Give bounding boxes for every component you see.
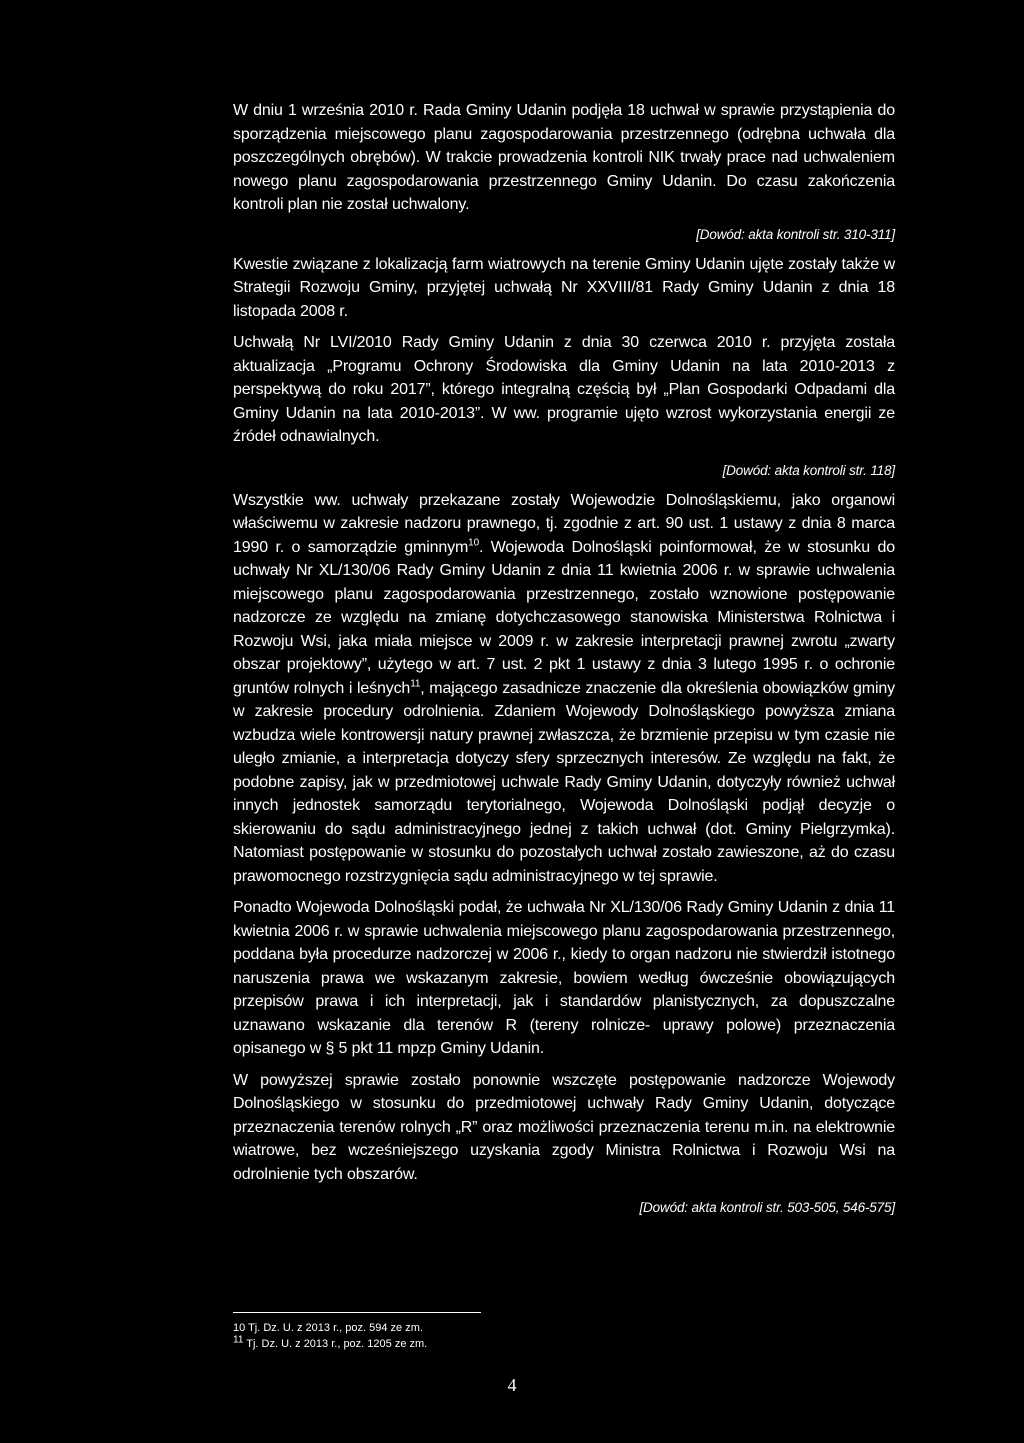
paragraph-supervisory-procedure-2006: Ponadto Wojewoda Dolnośląski podał, że uchwała Nr XL/130/06 Rady Gminy Udanin z dnia 11 kwietnia 2006 r. w sprawie uchwalenia miejscowego planu zagospodarowania przestrzennego, poddana była procedurze nadzorczej w 2006 r., kiedy to organ nadzoru nie stwierdził istotnego naruszenia prawa we wskazanym zakresie, bowiem według ówcześnie obowiązujących przepisów prawa i ich interpretacji, jak i standardów planistycznych, za dopuszczalne uznawano wskazanie dla terenów R (tereny rolnicze- uprawy polowe) przeznaczenia opisanego w § 5 pkt 11 mpzp Gminy Udanin.: [233, 899, 895, 1057]
evidence-reference-1: [Dowód: akta kontroli str. 310-311]: [696, 226, 895, 242]
footnote-11-text: Tj. Dz. U. z 2013 r., poz. 1205 ze zm.: [243, 1338, 428, 1350]
evidence-reference-3: [Dowód: akta kontroli str. 503-505, 546-575]: [639, 1200, 895, 1215]
footnote-11-mark: 11: [233, 1334, 244, 1346]
paragraph-environment-program: Uchwałą Nr LVI/2010 Rady Gminy Udanin z dnia 30 czerwca 2010 r. przyjęta została aktualizacja „Programu Ochrony Środowiska dla Gminy Udanin na lata 2010-2013 z perspektywą do roku 2017”, którego integralną częścią był „Plan Gospodarki Odpadami dla Gminy Udanin na lata 2010-2013”. W ww. programie ujęto wzrost wykorzystania energii ze źródeł odnawialnych.: [233, 334, 895, 445]
paragraph-wind-farms-strategy: Kwestie związane z lokalizacją farm wiatrowych na terenie Gminy Udanin ujęte zostały także w Strategii Rozwoju Gminy, przyjętej uchwałą Nr XXVIII/81 Rady Gminy Udanin z dnia 18 listopada 2008 r.: [233, 255, 895, 320]
footnote-11: [233, 1336, 427, 1352]
paragraph-voivode-part-1: Wszystkie ww. uchwały przekazane zostały Wojewodzie Dolnośląskiemu, jako organowi właściwemu w zakresie nadzoru prawnego, tj. zgodnie z art. 90 ust. 1 ustawy z dnia 8 marca 1990 r. o samorządzie gminnym: [233, 491, 895, 556]
footnotes: [233, 1320, 427, 1352]
footnote-ref-11[interactable]: 11: [410, 678, 421, 690]
footnote-separator: [233, 1312, 481, 1313]
evidence-reference-2: [Dowód: akta kontroli str. 118]: [722, 462, 895, 478]
page-number: 4: [507, 1375, 517, 1395]
paragraph-renewed-proceedings: W powyższej sprawie zostało ponownie wszczęte postępowanie nadzorcze Wojewody Dolnośląskiego w stosunku do przedmiotowej uchwały Rady Gminy Udanin, dotyczące przeznaczenia terenów rolnych „R” oraz możliwości przeznaczenia terenu m.in. na elektrownie wiatrowe, bez wcześniejszego uzyskania zgody Ministra Rolnictwa i Rozwoju Wsi na odrolnienie tych obszarów.: [233, 1071, 895, 1183]
paragraph-voivode-part-3: , mającego zasadnicze znaczenie dla określenia obowiązków gminy w zakresie procedury odrolnienia. Zdaniem Wojewody Dolnośląskiego powyższa zmiana wzbudza wiele kontrowersji natury prawnej zwłaszcza, że brzmienie przepisu w tym czasie nie uległo zmianie, a interpretacja dotyczy sfery sprzecznych interesów. Ze względu na fakt, że podobne zapisy, jak w przedmiotowej uchwale Rady Gminy Udanin, dotyczyły również uchwał innych jednostek samorządu terytorialnego, Wojewoda Dolnośląski podjął decyzje o skierowaniu do sądu administracyjnego jednej z takich uchwał (dot. Gminy Pielgrzymka). Natomiast postępowanie w stosunku do pozostałych uchwał zostało zawieszone, aż do czasu prawomocnego rozstrzygnięcia sądu administracyjnego w tej sprawie.: [233, 679, 895, 885]
document-body: [233, 99, 895, 1218]
paragraph-resolutions-2010: W dniu 1 września 2010 r. Rada Gminy Udanin podjęła 18 uchwał w sprawie przystąpienia do sporządzenia miejscowego planu zagospodarowania przestrzennego (odrębna uchwała dla poszczególnych obrębów). W trakcie prowadzenia kontroli NIK trwały prace nad uchwaleniem nowego planu zagospodarowania przestrzennego Gminy Udanin. Do czasu zakończenia kontroli plan nie został uchwalony.: [233, 102, 895, 213]
footnote-ref-10[interactable]: 10: [468, 537, 479, 549]
footnote-10: 10 Tj. Dz. U. z 2013 r., poz. 594 ze zm.: [233, 1322, 423, 1334]
paragraph-voivode-supervision: [233, 489, 895, 889]
paragraph-voivode-part-2: . Wojewoda Dolnośląski poinformował, że w stosunku do uchwały Nr XL/130/06 Rady Gminy Udanin z dnia 11 kwietnia 2006 r. w sprawie uchwalenia miejscowego planu zagospodarowania przestrzennego, zostało wznowione postępowanie nadzorcze ze względu na zmianę dotychczasowego stanowiska Ministerstwa Rolnictwa i Rozwoju Wsi, jaka miała miejsce w 2009 r. w zakresie interpretacji prawnej zwrotu „zwarty obszar projektowy”, użytego w art. 7 ust. 2 pkt 1 ustawy z dnia 3 lutego 1995 r. o ochronie gruntów rolnych i leśnych: [233, 538, 895, 697]
